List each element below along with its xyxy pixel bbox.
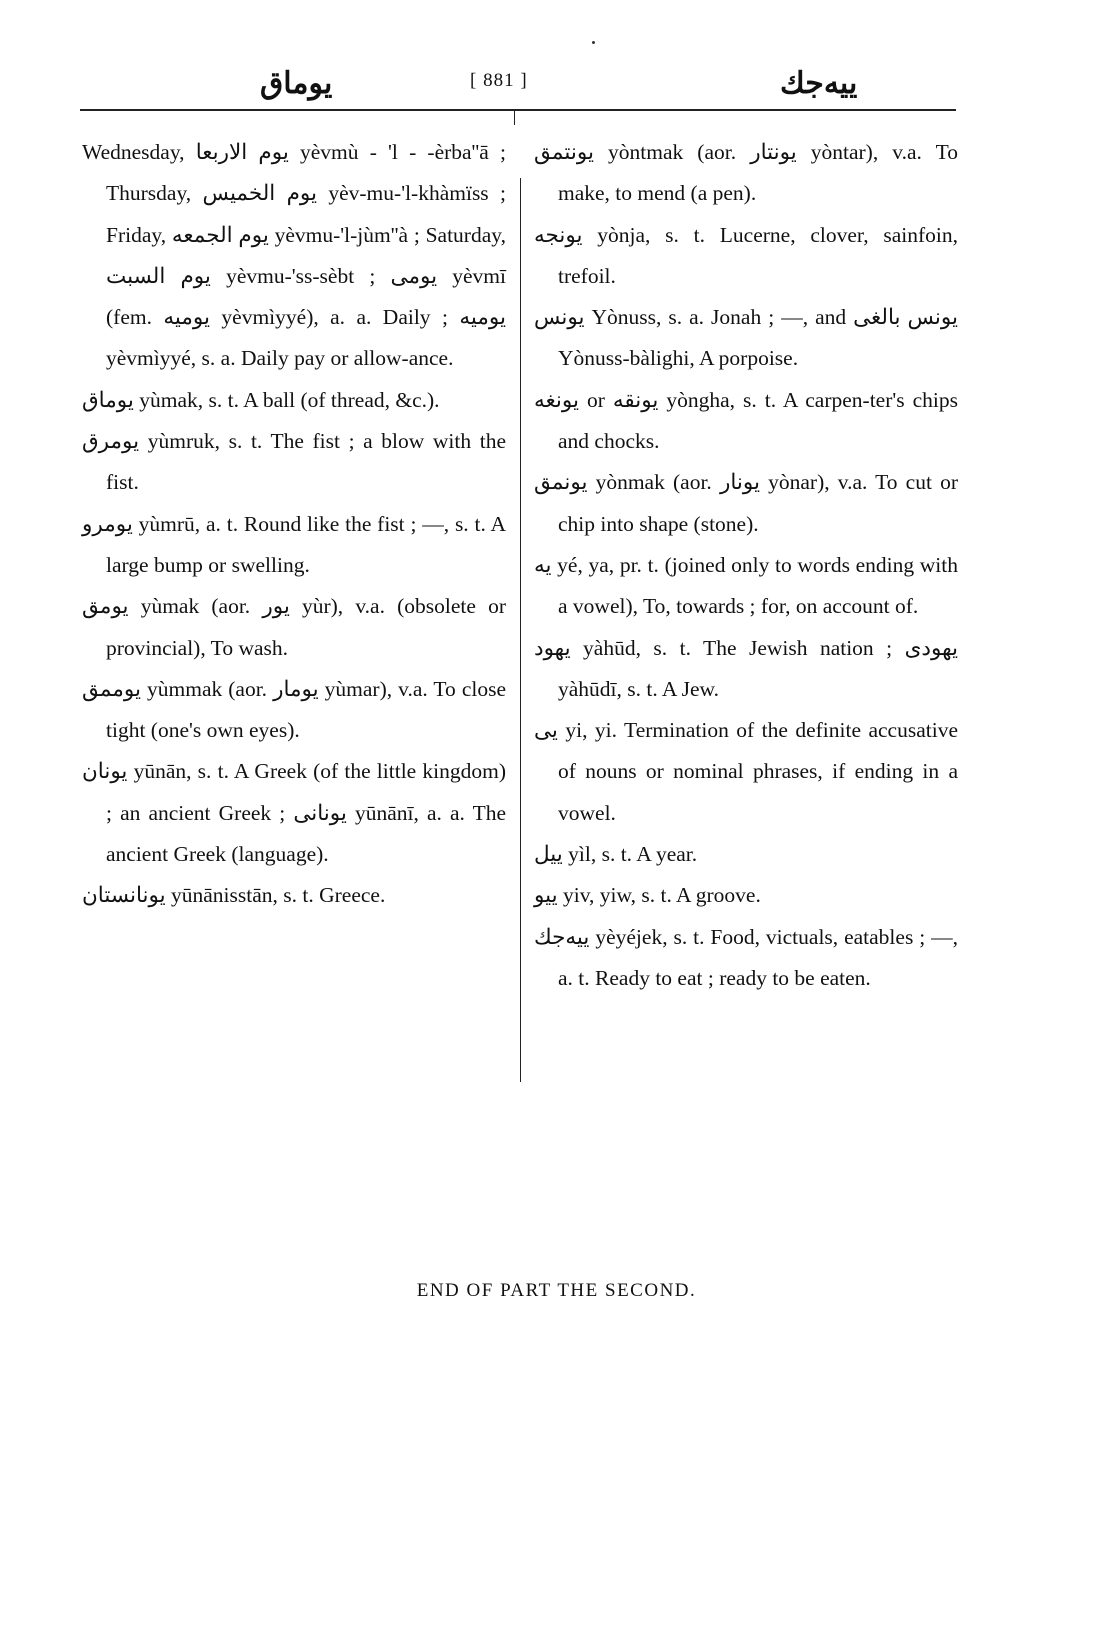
entry-yongha: يونغه or يونقه yòngha, s. t. A carpen-ter's chips and chocks. bbox=[534, 387, 958, 454]
entry-yunan: يونان yūnān, s. t. A Greek (of the little kingdom) ; an ancient Greek ; يونانی yūnānī, a. a. The ancient Greek (language). bbox=[82, 759, 507, 867]
entry-yumru: يومرو yùmrū, a. t. Round like the fist ; —, s. t. A large bump or swelling. bbox=[82, 511, 506, 577]
entry-yiv: ييو yiv, yiw, s. t. A groove. bbox=[534, 883, 761, 908]
entry-yumruk: يومرق yùmruk, s. t. The fist ; a blow with the fist. bbox=[82, 429, 506, 495]
entry-yahud: يهود yàhūd, s. t. The Jewish nation ; يهودی yàhūdī, s. t. A Jew. bbox=[534, 635, 958, 701]
decorative-dot bbox=[592, 41, 595, 44]
entry-yumak-wash: يومق yùmak (aor. يور yùr), v.a. (obsolete or provincial), To wash. bbox=[82, 594, 506, 660]
entry-yunanistan: يونانستان yūnānisstān, s. t. Greece. bbox=[82, 883, 386, 908]
entry-yummak: يوممق yùmmak (aor. يومار yùmar), v.a. To close tight (one's own eyes). bbox=[82, 676, 506, 743]
entry-days-of-week: Wednesday, يوم الاربعا yèvmù - 'l - -èrba''ā ; Thursday, يوم الخميس yèv-mu-'l-khàmïss ; Friday, يوم الجمعه yèvmu-'l-jùm''à ; Saturday, يوم السبت yèvmu-'ss-sèbt ; يومی yèvmī (fem. يوميه yèvmìyyé), a. a. Daily ; يوميه yèvmìyyé, s. a. Daily pay or allow-ance. bbox=[82, 140, 506, 371]
entry-yonmak: يونمق yònmak (aor. يونار yònar), v.a. To cut or chip into shape (stone). bbox=[534, 470, 958, 536]
column-divider bbox=[520, 178, 521, 1082]
entry-yumak-ball: يوماق yùmak, s. t. A ball (of thread, &c.). bbox=[82, 387, 440, 412]
column-tick bbox=[514, 111, 515, 125]
entry-ye: يه yé, ya, pr. t. (joined only to words ending with a vowel), To, towards ; for, on account of. bbox=[534, 552, 958, 619]
page-number: [ 881 ] bbox=[470, 70, 528, 91]
end-of-part-footer: END OF PART THE SECOND. bbox=[416, 1280, 697, 1301]
entry-yontmak: يونتمق yòntmak (aor. يونتار yòntar), v.a. To make, to mend (a pen). bbox=[534, 140, 958, 206]
page-header bbox=[80, 58, 956, 108]
left-headword: يوماق bbox=[260, 66, 333, 101]
left-column bbox=[82, 132, 506, 917]
entry-yonja: يونجه yònja, s. t. Lucerne, clover, sainfoin, trefoil. bbox=[534, 222, 958, 288]
right-column bbox=[534, 132, 958, 999]
header-rule bbox=[80, 109, 956, 111]
entry-yi: يی yi, yi. Termination of the definite accusative of nouns or nominal phrases, if ending in a vowel. bbox=[534, 718, 958, 825]
entry-yil: ييل yìl, s. t. A year. bbox=[534, 842, 698, 867]
entry-yonuss: يونس Yònuss, s. a. Jonah ; —, and يونس بالغی Yònuss-bàlighi, A porpoise. bbox=[534, 305, 958, 371]
right-headword: ييه‌جك bbox=[780, 66, 858, 101]
entry-yeyejek: ييه‌جك yèyéjek, s. t. Food, victuals, eatables ; —, a. t. Ready to eat ; ready to be eaten. bbox=[534, 924, 958, 990]
